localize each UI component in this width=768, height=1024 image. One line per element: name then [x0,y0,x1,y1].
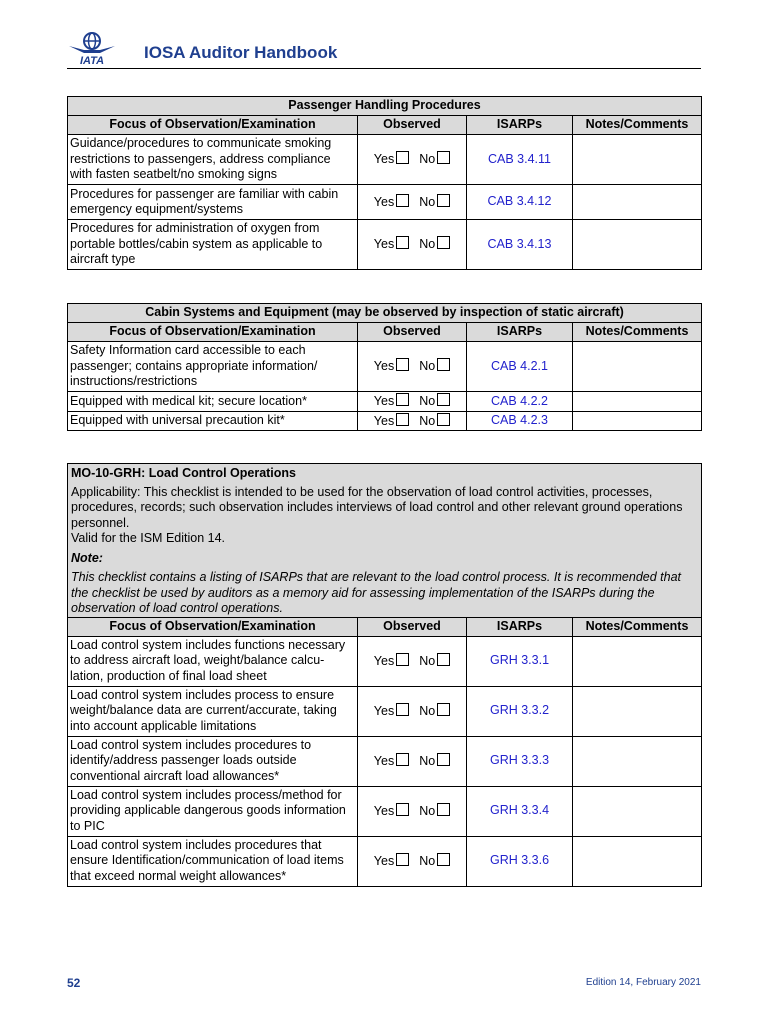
isarp-link[interactable]: CAB 4.2.2 [467,392,573,412]
no-checkbox[interactable] [437,853,450,866]
yes-checkbox[interactable] [396,753,409,766]
col-observed: Observed [358,617,467,636]
col-isarps: ISARPs [467,116,573,135]
col-isarps: ISARPs [467,617,573,636]
notes-cell[interactable] [573,836,702,886]
no-label: No [419,359,436,374]
no-label: No [419,803,436,818]
observed-cell [358,636,467,686]
yes-checkbox[interactable] [396,803,409,816]
no-checkbox[interactable] [437,236,450,249]
observed-cell [358,185,467,220]
checklist-intro [68,464,702,618]
no-label: No [419,653,436,668]
notes-cell[interactable] [573,392,702,412]
yes-checkbox[interactable] [396,393,409,406]
isarp-link[interactable]: CAB 3.4.13 [467,220,573,270]
isarp-link[interactable]: CAB 3.4.12 [467,185,573,220]
table-row [68,392,702,412]
cabin-systems-table [67,303,702,431]
isarp-link[interactable]: GRH 3.3.3 [467,736,573,786]
table-caption: Passenger Handling Procedures [68,97,702,116]
col-observed: Observed [358,323,467,342]
no-checkbox[interactable] [437,194,450,207]
observed-cell [358,836,467,886]
yes-label: Yes [373,803,395,818]
no-checkbox[interactable] [437,393,450,406]
table-row [68,185,702,220]
col-isarps: ISARPs [467,323,573,342]
notes-cell[interactable] [573,411,702,431]
page-header [67,30,701,69]
notes-cell[interactable] [573,686,702,736]
table-row [68,786,702,836]
no-label: No [419,703,436,718]
yes-checkbox[interactable] [396,194,409,207]
yes-checkbox[interactable] [396,413,409,426]
yes-label: Yes [373,359,395,374]
yes-checkbox[interactable] [396,703,409,716]
edition-label: Edition 14, February 2021 [585,977,701,988]
notes-cell[interactable] [573,736,702,786]
isarp-link[interactable]: CAB 4.2.3 [467,411,573,431]
col-notes: Notes/Comments [573,116,702,135]
logo-text: IATA [79,55,105,66]
focus-cell: Safety Information card accessible to each passenger; contains appropriate information/ instructions/restrictions [68,342,358,392]
note-label: Note: [71,550,103,565]
notes-cell[interactable] [573,636,702,686]
table-row [68,342,702,392]
observed-cell [358,135,467,185]
focus-cell: Equipped with universal precaution kit* [68,411,358,431]
yes-checkbox[interactable] [396,853,409,866]
observed-cell [358,411,467,431]
page-number: 52 [67,976,81,990]
no-checkbox[interactable] [437,803,450,816]
checklist-title: MO-10-GRH: Load Control Operations [71,466,296,480]
focus-cell: Load control system includes functions necessary to address aircraft load, weight/balance calcu-lation, production of final load sheet [68,636,358,686]
iata-logo [67,30,117,66]
notes-cell[interactable] [573,220,702,270]
notes-cell[interactable] [573,342,702,392]
no-label: No [419,152,436,167]
observed-cell [358,686,467,736]
focus-cell: Load control system includes procedures to identify/address passenger loads outside conventional aircraft load allowances* [68,736,358,786]
table-row [68,736,702,786]
yes-label: Yes [373,152,395,167]
yes-checkbox[interactable] [396,358,409,371]
load-control-table [67,463,702,887]
applicability-text: Applicability: This checklist is intended to be used for the observation of load control activities, processes, procedures, records; such observation includes interviews of load control and other relevant ground operations personnel. [71,484,683,530]
no-checkbox[interactable] [437,358,450,371]
note-text: This checklist contains a listing of ISARPs that are relevant to the load control process. It is recommended that the checklist be used by auditors as a memory aid for assessing implementation of the ISARPs during the observation of load control operations. [71,570,682,615]
yes-label: Yes [373,413,395,428]
yes-checkbox[interactable] [396,236,409,249]
isarp-link[interactable]: GRH 3.3.2 [467,686,573,736]
table-caption: Cabin Systems and Equipment (may be observed by inspection of static aircraft) [68,304,702,323]
no-label: No [419,413,436,428]
table-row [68,836,702,886]
yes-label: Yes [373,753,395,768]
passenger-handling-table [67,96,702,270]
col-focus: Focus of Observation/Examination [68,323,358,342]
yes-label: Yes [373,703,395,718]
no-label: No [419,853,436,868]
table-row [68,686,702,736]
isarp-link[interactable]: GRH 3.3.1 [467,636,573,686]
table-row [68,636,702,686]
valid-text: Valid for the ISM Edition 14. [71,531,226,545]
yes-checkbox[interactable] [396,151,409,164]
table-row [68,411,702,431]
yes-label: Yes [373,653,395,668]
col-focus: Focus of Observation/Examination [68,617,358,636]
no-label: No [419,394,436,408]
no-checkbox[interactable] [437,151,450,164]
observed-cell [358,736,467,786]
no-label: No [419,237,436,252]
isarp-link[interactable]: CAB 3.4.11 [467,135,573,185]
focus-cell: Equipped with medical kit; secure location* [68,392,358,412]
focus-cell: Procedures for passenger are familiar with cabin emergency equipment/systems [68,185,358,220]
focus-cell: Procedures for administration of oxygen from portable bottles/cabin system as applicable to aircraft type [68,220,358,270]
observed-cell [358,392,467,412]
observed-cell [358,342,467,392]
notes-cell[interactable] [573,135,702,185]
col-notes: Notes/Comments [573,323,702,342]
table-row [68,220,702,270]
yes-label: Yes [373,853,395,868]
col-observed: Observed [358,116,467,135]
col-notes: Notes/Comments [573,617,702,636]
no-checkbox[interactable] [437,653,450,666]
focus-cell: Load control system includes procedures that ensure Identification/communication of load items that exceed normal weight allowances* [68,836,358,886]
no-label: No [419,194,436,209]
col-focus: Focus of Observation/Examination [68,116,358,135]
no-label: No [419,753,436,768]
isarp-link[interactable]: CAB 4.2.1 [467,342,573,392]
yes-label: Yes [373,194,395,209]
notes-cell[interactable] [573,185,702,220]
focus-cell: Guidance/procedures to communicate smoking restrictions to passengers, address compliance with fasten seatbelt/no smoking signs [68,135,358,185]
yes-label: Yes [373,394,395,408]
yes-checkbox[interactable] [396,653,409,666]
no-checkbox[interactable] [437,703,450,716]
focus-cell: Load control system includes process/method for providing applicable dangerous goods information to PIC [68,786,358,836]
no-checkbox[interactable] [437,413,450,426]
yes-label: Yes [373,237,395,252]
observed-cell [358,786,467,836]
observed-cell [358,220,467,270]
isarp-link[interactable]: GRH 3.3.4 [467,786,573,836]
document-title: IOSA Auditor Handbook [144,43,338,62]
isarp-link[interactable]: GRH 3.3.6 [467,836,573,886]
notes-cell[interactable] [573,786,702,836]
table-row [68,135,702,185]
no-checkbox[interactable] [437,753,450,766]
focus-cell: Load control system includes process to ensure weight/balance data are current/accurate, taking into account applicable limitations [68,686,358,736]
